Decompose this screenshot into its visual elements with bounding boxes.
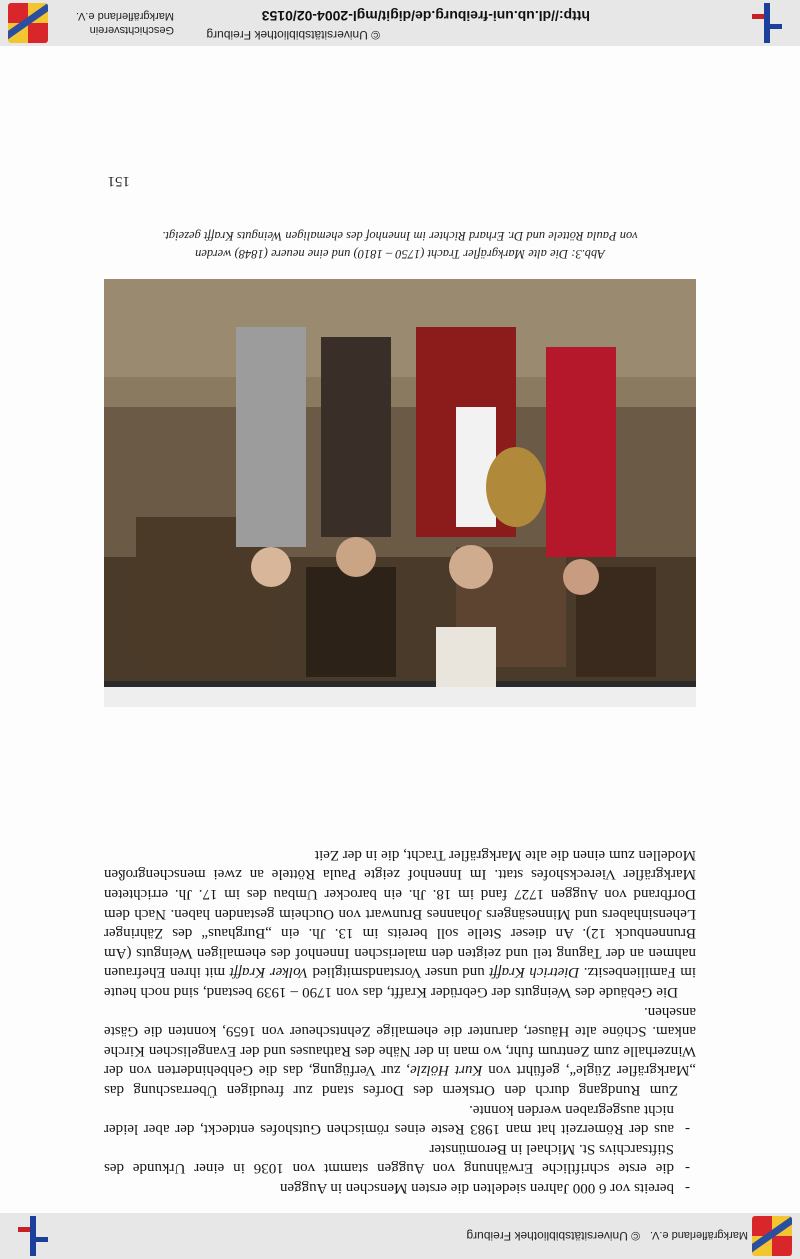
list-item: - bereits vor 6 000 Jahren siedelten die ersten Menschen in Auggen [104, 1177, 696, 1197]
paragraph-winery: Die Gebäude des Weinguts der Gebrüder Krafft, das von 1790 – 1939 bestand, sind noch heute im Familienbesitz. Dietrich Krafft und unser Vorstandsmitglied Volker Krafft mit ihren Ehefrauen nahmen an der Tagung teil und zeigten den malerischen Innenhof des ehemaligen Weinguts (Am Brunnenbuck 12). An dieser Stelle soll bereits im 13. Jh. ein „Burghaus“ des Zähringer Lehensinhabers und Minnesängers Johannes Brunwart von Oucheim gestanden haben. Nach dem Dorfbrand von Auggen 1727 fand im 18. Jh. ein barocker Umbau des im 17. Jh. errichteten Markgräfler Viereckshofes statt. Im Innenhof zeigte Paula Röttele an zwei menschengroßen Modellen zum einen die alte Markgräfler Tracht, die in der Zeit [104, 846, 696, 1001]
caption-line: Abb.3: Die alte Markgräfler Tracht (1750 – 1810) und eine neuere (1848) werden [195, 247, 605, 261]
society-crest-icon [752, 1216, 792, 1256]
list-item: - die erste schriftliche Erwähnung von Auggen stammt von 1036 in einer Urkunde des Stiftsarchivs St. Michael in Beromünster [104, 1138, 696, 1177]
society-crest-icon [8, 3, 48, 43]
history-list [104, 1099, 696, 1197]
paragraph-tour: Zum Rundgang durch den Ortskern des Dorfes stand zur freudigen Überraschung das „Markgräfler Zügle“, geführt von Kurt Hölzle, zur Verfügung, das die Gehbehinderten von der Winzerhalle zum Zentrum fuhr, wo man in der Nähe des Rathauses und der Evangelischen Kirche ankam. Schöne alte Häuser, darunter die ehemalige Zehntscheuer von 1659, konnten die Gäste ansehen. [104, 1003, 696, 1099]
list-item: - aus der Römerzeit hat man 1983 Reste eines römischen Gutshofes entdeckt, der aber leider nicht ausgegraben werden konnte. [104, 1099, 696, 1138]
header-copyright: © Universitätsbibliothek Freiburg [206, 28, 380, 42]
header-org-line2: Markgräflerland e.V. [75, 10, 174, 22]
footer-copyright: © Universitätsbibliothek Freiburg [466, 1229, 640, 1243]
library-header-bar [0, 1213, 800, 1259]
photo-illustration [104, 279, 696, 707]
caption-line: von Paula Röttele und Dr. Erhard Richter im Innenhof des ehemaligen Weinguts Krafft gezeigt. [162, 229, 638, 243]
page-number: 151 [107, 173, 130, 189]
header-org-line1: Geschichtsverein [89, 24, 174, 36]
library-url-bar [0, 0, 800, 46]
figure-caption [104, 227, 696, 263]
university-logo-icon [752, 3, 782, 43]
document-url-link[interactable]: http://dl.ub.uni-freiburg.de/digit/mgl-2004-02/0153 [261, 8, 590, 24]
costume-photo [104, 279, 696, 707]
university-logo-icon [18, 1216, 48, 1256]
footer-org: Markgräflerland e.V. [649, 1229, 748, 1241]
body-text [104, 844, 696, 1197]
